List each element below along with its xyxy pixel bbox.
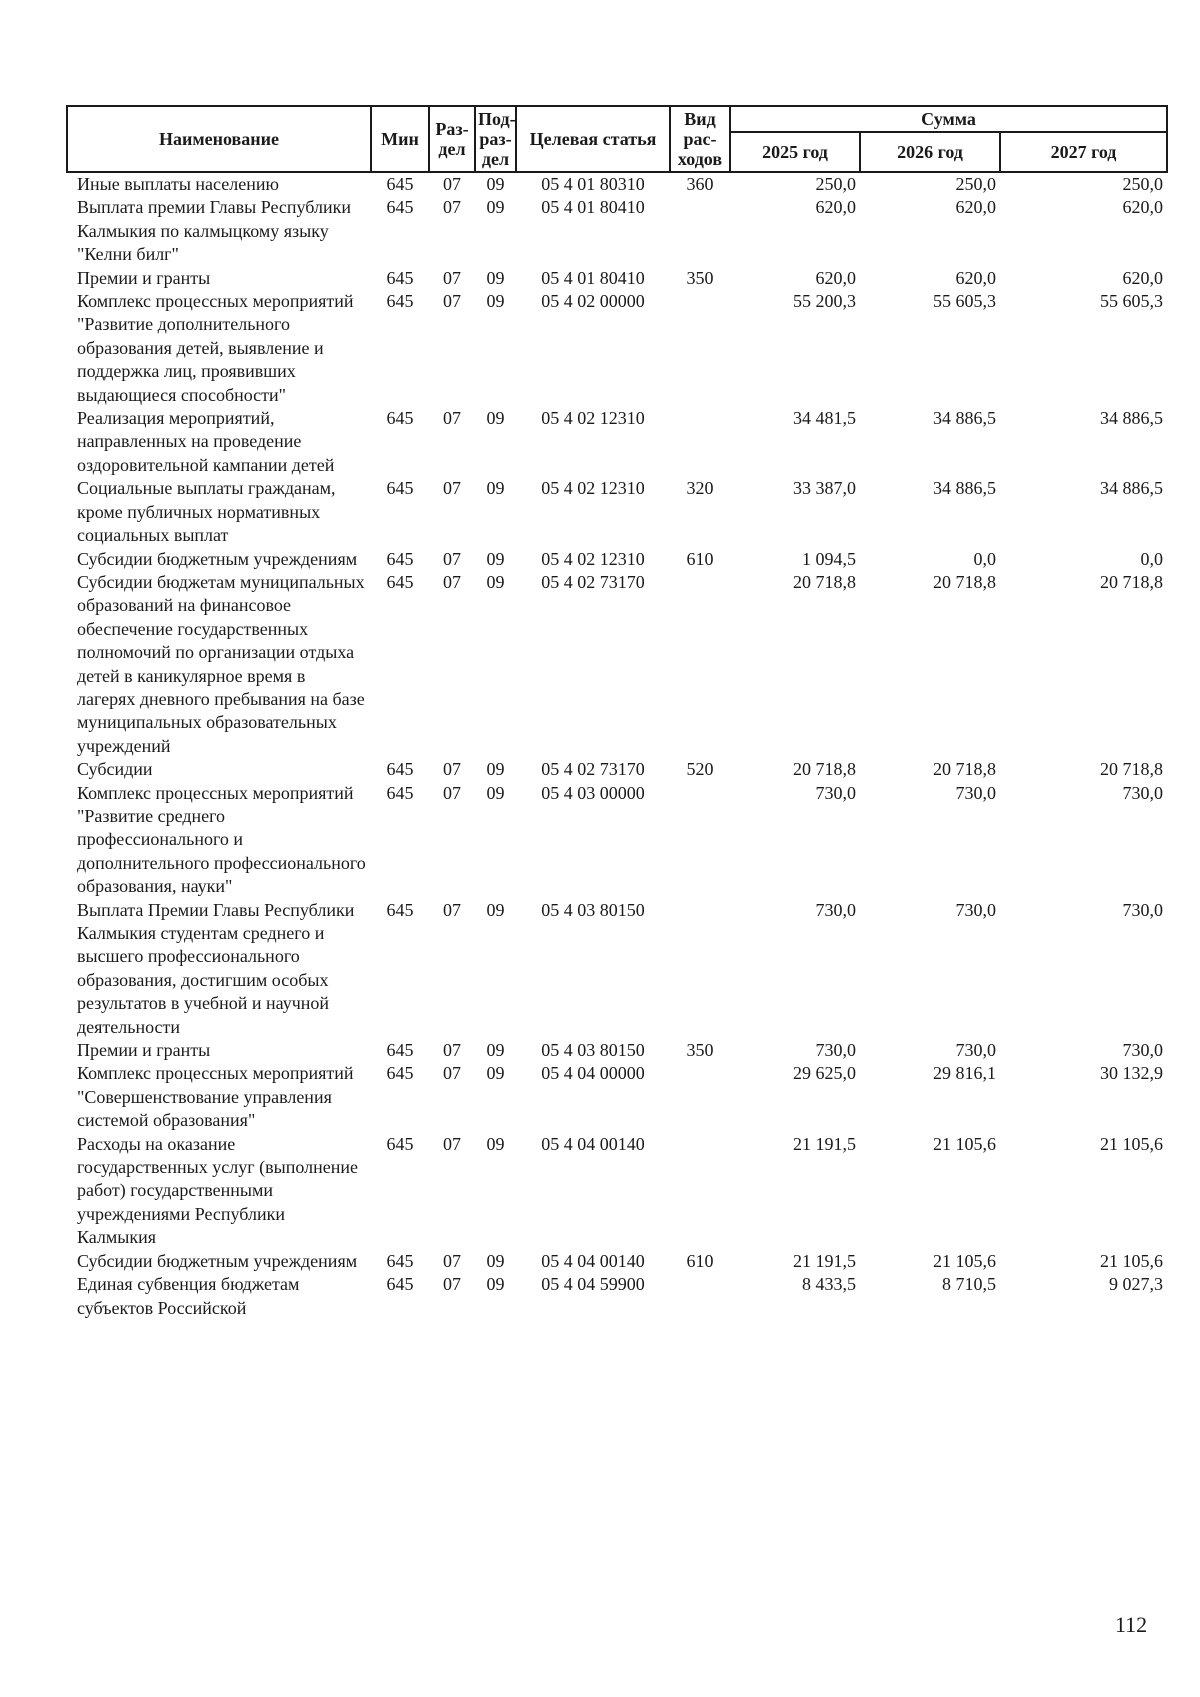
row-vid-rashodov	[670, 290, 730, 407]
row-sum-2026: 730,0	[955, 899, 996, 920]
row-sum-2027: 730,0	[1122, 1040, 1164, 1061]
row-podrazdel: 09	[486, 1250, 505, 1271]
row-min: 645	[386, 899, 414, 920]
row-sum-2026: 20 718,8	[933, 571, 996, 592]
row-name: Единая субвенция бюджетам субъектов Российской	[77, 1274, 300, 1318]
row-sum-2025: 33 387,0	[793, 478, 856, 499]
row-min: 645	[386, 1040, 414, 1061]
budget-table	[66, 105, 1168, 1320]
row-sum-2026: 730,0	[955, 782, 996, 803]
row-min: 645	[386, 548, 414, 569]
row-celevaya-statya: 05 4 02 12310	[541, 408, 645, 429]
header-year-2027: 2027 год	[1000, 132, 1167, 172]
row-name: Выплата премии Главы Республики Калмыкия по калмыцкому языку "Келни билг"	[77, 197, 352, 265]
row-celevaya-statya: 05 4 01 80410	[541, 197, 645, 218]
table-row	[67, 758, 1167, 781]
row-sum-2025: 29 625,0	[793, 1063, 856, 1084]
row-sum-2027: 250,0	[1122, 174, 1164, 194]
row-min: 645	[386, 1250, 414, 1271]
row-min: 645	[386, 174, 414, 194]
row-celevaya-statya: 05 4 01 80410	[541, 267, 645, 288]
row-name: Социальные выплаты гражданам, кроме публичных нормативных социальных выплат	[77, 478, 336, 546]
row-name: Комплекс процессных мероприятий "Совершенствование управления системой образования"	[77, 1063, 354, 1131]
row-sum-2025: 730,0	[815, 899, 856, 920]
row-vid-rashodov: 350	[686, 1040, 714, 1061]
row-sum-2025: 8 433,5	[802, 1274, 856, 1295]
row-sum-2027: 21 105,6	[1100, 1250, 1164, 1271]
row-vid-rashodov: 360	[686, 174, 714, 194]
row-sum-2025: 34 481,5	[793, 408, 856, 429]
row-sum-2027: 21 105,6	[1100, 1133, 1164, 1154]
row-vid-rashodov	[670, 1273, 730, 1320]
row-celevaya-statya: 05 4 01 80310	[541, 174, 645, 194]
row-vid-rashodov: 320	[686, 478, 714, 499]
row-celevaya-statya: 05 4 04 00140	[541, 1133, 645, 1154]
row-name: Выплата Премии Главы Республики Калмыкия студентам среднего и высшего профессионального образования, достигшим особых результатов в учебной и научной деятельности	[77, 899, 355, 1037]
row-celevaya-statya: 05 4 03 80150	[541, 899, 645, 920]
row-vid-rashodov	[670, 571, 730, 758]
row-podrazdel: 09	[486, 291, 505, 312]
row-sum-2027: 20 718,8	[1100, 571, 1164, 592]
row-name: Премии и гранты	[77, 1040, 211, 1061]
header-year-2026: 2026 год	[860, 132, 1000, 172]
row-min: 645	[386, 267, 414, 288]
row-sum-2026: 20 718,8	[933, 759, 996, 780]
table-row	[67, 1250, 1167, 1273]
header-year-2025: 2025 год	[730, 132, 860, 172]
row-vid-rashodov: 610	[686, 1250, 714, 1271]
row-vid-rashodov: 350	[686, 267, 714, 288]
header-min: Мин	[371, 106, 429, 172]
row-vid-rashodov	[670, 782, 730, 899]
row-sum-2026: 29 816,1	[933, 1063, 996, 1084]
table-row	[67, 1133, 1167, 1250]
row-name: Субсидии бюджетным учреждениям	[77, 1250, 358, 1271]
table-row	[67, 267, 1167, 290]
row-sum-2026: 0,0	[973, 548, 996, 569]
row-celevaya-statya: 05 4 02 00000	[541, 291, 645, 312]
table-row	[67, 407, 1167, 477]
table-row	[67, 1273, 1167, 1320]
row-sum-2027: 20 718,8	[1100, 759, 1164, 780]
row-podrazdel: 09	[486, 1063, 505, 1084]
row-name: Расходы на оказание государственных услуг (выполнение работ) государственными учреждениями Республики Калмыкия	[77, 1133, 358, 1248]
row-min: 645	[386, 782, 414, 803]
row-sum-2026: 21 105,6	[933, 1133, 996, 1154]
row-podrazdel: 09	[486, 899, 505, 920]
row-vid-rashodov	[670, 407, 730, 477]
table-row	[67, 1062, 1167, 1132]
row-podrazdel: 09	[486, 478, 505, 499]
row-name: Премии и гранты	[77, 267, 211, 288]
row-sum-2026: 620,0	[955, 267, 996, 288]
header-podrazdel: Под-раз-дел	[475, 106, 516, 172]
row-celevaya-statya: 05 4 04 00140	[541, 1250, 645, 1271]
row-razdel: 07	[443, 782, 461, 803]
row-min: 645	[386, 408, 414, 429]
row-sum-2026: 34 886,5	[933, 408, 996, 429]
row-min: 645	[386, 291, 414, 312]
row-vid-rashodov	[670, 1062, 730, 1132]
row-sum-2025: 21 191,5	[793, 1133, 856, 1154]
row-sum-2026: 250,0	[955, 174, 996, 194]
table-row	[67, 899, 1167, 1039]
row-razdel: 07	[443, 478, 461, 499]
row-celevaya-statya: 05 4 03 00000	[541, 782, 645, 803]
row-podrazdel: 09	[486, 408, 505, 429]
row-celevaya-statya: 05 4 02 12310	[541, 478, 645, 499]
row-podrazdel: 09	[486, 571, 505, 592]
row-razdel: 07	[443, 1250, 461, 1271]
table-row	[67, 571, 1167, 758]
row-name: Иные выплаты населению	[77, 174, 279, 194]
row-sum-2026: 730,0	[955, 1040, 996, 1061]
budget-table-page	[66, 105, 1166, 1320]
row-celevaya-statya: 05 4 02 12310	[541, 548, 645, 569]
row-name: Субсидии бюджетным учреждениям	[77, 548, 358, 569]
row-razdel: 07	[443, 1040, 461, 1061]
row-sum-2025: 20 718,8	[793, 571, 856, 592]
row-razdel: 07	[443, 408, 461, 429]
header-summa: Сумма	[730, 106, 1167, 132]
row-razdel: 07	[443, 759, 461, 780]
row-min: 645	[386, 197, 414, 218]
row-razdel: 07	[443, 267, 461, 288]
row-min: 645	[386, 1133, 414, 1154]
row-podrazdel: 09	[486, 174, 505, 194]
row-sum-2025: 20 718,8	[793, 759, 856, 780]
row-razdel: 07	[443, 291, 461, 312]
header-celevaya-statya: Целевая статья	[516, 106, 670, 172]
row-sum-2026: 34 886,5	[933, 478, 996, 499]
row-sum-2027: 620,0	[1122, 197, 1164, 218]
row-razdel: 07	[443, 1133, 461, 1154]
row-celevaya-statya: 05 4 02 73170	[541, 571, 645, 592]
table-row	[67, 290, 1167, 407]
row-vid-rashodov	[670, 1133, 730, 1250]
row-sum-2025: 620,0	[815, 267, 856, 288]
row-sum-2025: 55 200,3	[793, 291, 856, 312]
row-sum-2026: 8 710,5	[942, 1274, 996, 1295]
row-razdel: 07	[443, 174, 461, 194]
row-vid-rashodov	[670, 899, 730, 1039]
row-podrazdel: 09	[486, 1274, 505, 1295]
row-sum-2026: 21 105,6	[933, 1250, 996, 1271]
row-sum-2025: 730,0	[815, 1040, 856, 1061]
table-row	[67, 782, 1167, 899]
row-min: 645	[386, 759, 414, 780]
row-sum-2025: 620,0	[815, 197, 856, 218]
page-number: 112	[1115, 1612, 1148, 1637]
row-sum-2026: 55 605,3	[933, 291, 996, 312]
header-vid-rashodov: Вид рас-ходов	[670, 106, 730, 172]
row-razdel: 07	[443, 197, 461, 218]
row-razdel: 07	[443, 1274, 461, 1295]
row-name: Субсидии	[77, 759, 153, 780]
row-vid-rashodov: 610	[686, 548, 714, 569]
row-celevaya-statya: 05 4 04 59900	[541, 1274, 645, 1295]
row-sum-2025: 250,0	[815, 174, 856, 194]
row-sum-2027: 34 886,5	[1100, 408, 1164, 429]
row-name: Комплекс процессных мероприятий "Развитие среднего профессионального и дополнительного профессионального образования, науки"	[77, 782, 366, 897]
row-razdel: 07	[443, 548, 461, 569]
table-row	[67, 1039, 1167, 1062]
table-row	[67, 172, 1167, 196]
row-name: Комплекс процессных мероприятий "Развитие дополнительного образования детей, выявление и поддержка лиц, проявивших выдающиеся способности"	[77, 291, 354, 405]
row-name: Реализация мероприятий, направленных на проведение оздоровительной кампании детей	[77, 408, 335, 475]
row-sum-2025: 730,0	[815, 782, 856, 803]
table-row	[67, 477, 1167, 547]
row-sum-2026: 620,0	[955, 197, 996, 218]
row-vid-rashodov: 520	[686, 759, 714, 780]
row-sum-2027: 55 605,3	[1100, 291, 1164, 312]
row-sum-2027: 730,0	[1122, 782, 1164, 803]
table-row	[67, 196, 1167, 266]
row-podrazdel: 09	[486, 197, 505, 218]
table-row	[67, 548, 1167, 571]
row-celevaya-statya: 05 4 03 80150	[541, 1040, 645, 1061]
header-razdel: Раз-дел	[429, 106, 475, 172]
row-name: Субсидии бюджетам муниципальных образований на финансовое обеспечение государственных полномочий по организации отдыха детей в каникулярное время в лагерях дневного пребывания на базе муниципальных образовательных учреждений	[77, 571, 365, 756]
row-podrazdel: 09	[486, 548, 505, 569]
row-min: 645	[386, 478, 414, 499]
row-min: 645	[386, 571, 414, 592]
row-podrazdel: 09	[486, 759, 505, 780]
row-podrazdel: 09	[486, 267, 505, 288]
row-razdel: 07	[443, 571, 461, 592]
row-podrazdel: 09	[486, 1133, 505, 1154]
row-podrazdel: 09	[486, 1040, 505, 1061]
row-celevaya-statya: 05 4 02 73170	[541, 759, 645, 780]
row-sum-2027: 30 132,9	[1100, 1063, 1164, 1084]
row-min: 645	[386, 1274, 414, 1295]
row-sum-2027: 0,0	[1140, 548, 1164, 569]
row-razdel: 07	[443, 899, 461, 920]
row-podrazdel: 09	[486, 782, 505, 803]
row-vid-rashodov	[670, 196, 730, 266]
row-celevaya-statya: 05 4 04 00000	[541, 1063, 645, 1084]
row-sum-2027: 620,0	[1122, 267, 1164, 288]
row-sum-2027: 730,0	[1122, 899, 1164, 920]
header-name: Наименование	[67, 106, 371, 172]
row-sum-2027: 9 027,3	[1109, 1274, 1164, 1295]
table-body	[67, 172, 1167, 1320]
row-sum-2027: 34 886,5	[1100, 478, 1164, 499]
row-min: 645	[386, 1063, 414, 1084]
row-razdel: 07	[443, 1063, 461, 1084]
row-sum-2025: 1 094,5	[802, 548, 856, 569]
row-sum-2025: 21 191,5	[793, 1250, 856, 1271]
